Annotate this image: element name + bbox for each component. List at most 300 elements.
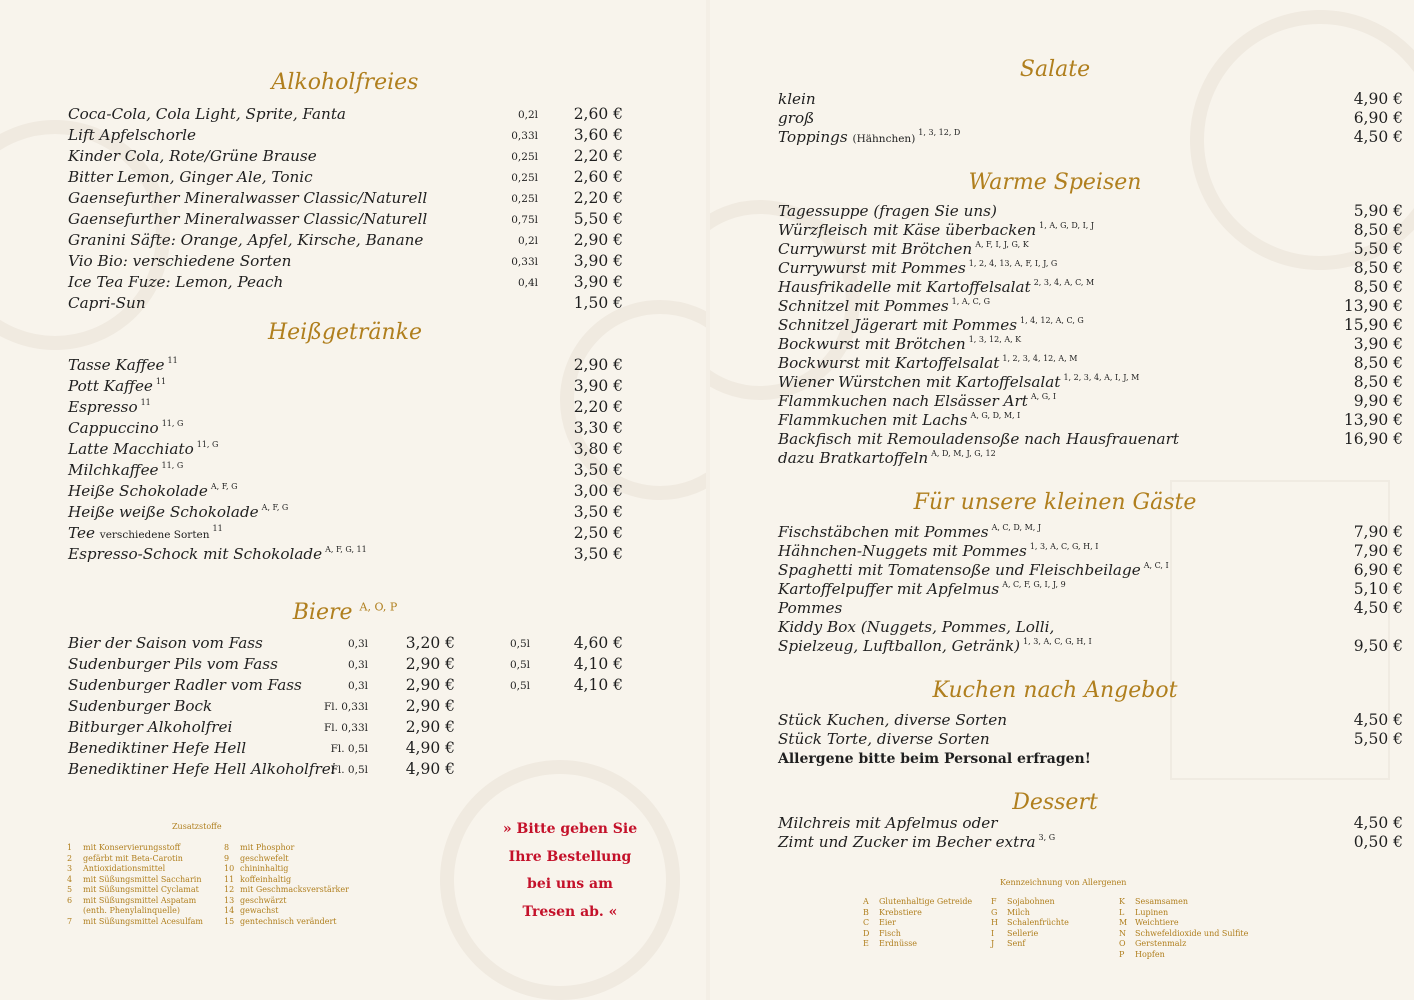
legend-key: 9	[224, 853, 230, 863]
legend-value: Lupinen	[1135, 907, 1169, 917]
menu-item	[68, 482, 628, 503]
item-name	[778, 618, 1054, 636]
item-price: 2,90 €	[573, 231, 623, 249]
menu-item	[68, 252, 628, 273]
legend-entry	[1119, 918, 1248, 929]
legend-key: D	[863, 928, 870, 938]
item-name-text: Spielzeug, Luftballon, Getränk)	[778, 637, 1021, 655]
item-name-text: Latte Macchiato	[68, 440, 194, 458]
item-name-text: Flammkuchen nach Elsässer Art	[778, 392, 1028, 410]
menu-page-right	[710, 0, 1414, 1000]
item-name-text: Schnitzel mit Pommes	[778, 297, 949, 315]
item-price: 6,90 €	[1353, 561, 1403, 579]
item-price: 2,60 €	[573, 168, 623, 186]
item-name-text: dazu Bratkartoffeln	[778, 449, 929, 467]
menu-item	[778, 561, 1403, 582]
order-notice-line: » Bitte geben Sie	[502, 821, 638, 837]
legend-key: L	[1119, 907, 1125, 917]
item-volume-small: Fl. 0,5l	[330, 764, 368, 776]
menu-item	[68, 524, 628, 545]
section-title-alkoholfreies: Alkoholfreies	[271, 70, 419, 95]
menu-item	[778, 449, 1338, 470]
item-name-text: Wiener Würstchen mit Kartoffelsalat	[778, 373, 1061, 391]
legend-entry	[224, 917, 349, 928]
legend-key: A	[863, 897, 869, 906]
section-title-warme-speisen: Warme Speisen	[968, 170, 1142, 195]
legend-value: Erdnüsse	[879, 939, 918, 948]
legend-key: 4	[67, 874, 73, 884]
menu-page-left	[0, 0, 706, 1000]
item-name-text: Coca-Cola, Cola Light, Sprite, Fanta	[68, 105, 346, 123]
legend-entry	[67, 854, 203, 865]
legend-value: Glutenhaltige Getreide	[879, 897, 973, 906]
item-volume: 0,25l	[511, 193, 538, 205]
order-notice	[470, 816, 670, 926]
legend-value: chininhaltig	[240, 864, 289, 873]
allergen-codes: 1, 3, A, C, G, H, I	[1023, 637, 1092, 646]
item-price: 8,50 €	[1353, 278, 1403, 296]
item-name-text: Gaensefurther Mineralwasser Classic/Naturell	[68, 210, 428, 228]
legend-value: Milch	[1007, 907, 1030, 917]
item-name-text: Backfisch mit Remouladensoße nach Hausfrauenart	[778, 430, 1179, 448]
legend-entry	[67, 917, 203, 928]
item-name	[778, 202, 997, 220]
item-name	[778, 240, 1029, 258]
item-name-text: Kinder Cola, Rote/Grüne Brause	[68, 147, 317, 165]
item-name	[778, 297, 990, 315]
item-price: 5,50 €	[1353, 730, 1403, 748]
item-volume: 0,25l	[511, 172, 538, 184]
item-price: 8,50 €	[1353, 221, 1403, 239]
item-name-text: Würzfleisch mit Käse überbacken	[778, 221, 1037, 239]
item-name-text: Zimt und Zucker im Becher extra	[778, 833, 1036, 851]
legend-value: gefärbt mit Beta-Carotin	[83, 853, 183, 863]
item-name	[68, 273, 283, 291]
item-name	[68, 294, 146, 312]
item-name	[68, 545, 367, 563]
section-title-kinder: Für unsere kleinen Gäste	[913, 490, 1197, 515]
menu-item	[68, 461, 628, 482]
menu-item	[68, 105, 628, 126]
legend-key: 10	[224, 864, 235, 873]
item-price: 2,90 €	[573, 356, 623, 374]
allergen-codes: A, F, G	[210, 482, 238, 491]
item-name-text: Hausfrikadelle mit Kartoffelsalat	[778, 278, 1031, 296]
item-price: 2,60 €	[573, 105, 623, 123]
menu-item	[68, 655, 628, 676]
menu-item	[778, 637, 1403, 658]
allergen-codes: 11	[155, 377, 167, 386]
item-volume-large: 0,5l	[509, 680, 530, 692]
item-name-text: groß	[778, 109, 815, 127]
item-name-text: Tagessuppe (fragen Sie uns)	[778, 202, 997, 220]
item-price: 3,50 €	[573, 545, 623, 563]
legend-key: 3	[67, 864, 73, 873]
menu-item	[68, 676, 628, 697]
legend-key: B	[863, 907, 869, 917]
item-name	[68, 398, 151, 416]
item-price-large: 4,60 €	[573, 634, 623, 652]
item-name-text: Cappuccino	[68, 419, 159, 437]
menu-item	[68, 273, 628, 294]
allergen-codes: 1, 3, 12, D	[918, 128, 961, 137]
item-name-text: Bockwurst mit Kartoffelsalat	[778, 354, 1000, 372]
item-price: 2,50 €	[573, 524, 623, 542]
menu-item	[68, 210, 628, 231]
allergen-codes: 2, 3, 4, A, C, M	[1033, 278, 1095, 287]
item-name-text: Currywurst mit Pommes	[778, 259, 966, 277]
item-price: 2,20 €	[573, 189, 623, 207]
menu-item	[778, 240, 1403, 261]
legend-entry	[991, 908, 1069, 919]
item-volume: 0,33l	[511, 256, 538, 268]
item-name	[68, 676, 302, 694]
item-price: 4,90 €	[1353, 90, 1403, 108]
item-price: 2,20 €	[573, 398, 623, 416]
allergen-codes: A, C, I	[1143, 561, 1169, 570]
item-name-text: Espresso-Schock mit Schokolade	[68, 545, 323, 563]
legend-entry	[863, 897, 972, 908]
item-price: 8,50 €	[1353, 354, 1403, 372]
item-price: 7,90 €	[1353, 523, 1403, 541]
allergen-codes: 1, 2, 3, 4, 12, A, M	[1002, 354, 1078, 363]
section-title-salate: Salate	[1019, 57, 1091, 82]
item-name	[68, 482, 238, 500]
allergen-codes: 1, 3, 12, A, K	[968, 335, 1022, 344]
item-volume: 0,25l	[511, 151, 538, 163]
item-name	[778, 580, 1066, 598]
item-volume-small: 0,3l	[347, 680, 368, 692]
item-volume-small: Fl. 0,33l	[323, 701, 368, 713]
legend-entry	[67, 906, 203, 917]
zusatzstoffe-list-2	[224, 843, 349, 927]
zusatzstoffe-title: Zusatzstoffe	[172, 822, 222, 831]
item-name	[68, 189, 427, 207]
menu-item	[778, 221, 1403, 242]
item-name	[778, 711, 1007, 729]
item-name	[778, 523, 1041, 541]
menu-item	[778, 259, 1403, 280]
legend-entry	[67, 885, 203, 896]
menu-item	[68, 697, 628, 718]
legend-entry	[1119, 939, 1248, 950]
menu-item	[68, 126, 628, 147]
menu-item	[68, 168, 628, 189]
section-title-biere	[180, 600, 510, 625]
item-price: 5,10 €	[1353, 580, 1403, 598]
legend-value: Fisch	[879, 928, 901, 938]
item-volume: 0,2l	[517, 235, 538, 247]
item-price: 3,50 €	[573, 503, 623, 521]
legend-entry	[224, 843, 349, 854]
item-price: 4,50 €	[1353, 711, 1403, 729]
legend-value: Sellerie	[1007, 928, 1039, 938]
item-name-text: Sudenburger Radler vom Fass	[68, 676, 302, 694]
menu-item	[778, 354, 1403, 375]
item-name	[778, 128, 960, 146]
item-name	[778, 542, 1098, 560]
item-price: 3,00 €	[573, 482, 623, 500]
section-title-kuchen: Kuchen nach Angebot	[932, 678, 1178, 703]
section-title-dessert: Dessert	[1012, 790, 1098, 815]
item-price: 4,50 €	[1353, 814, 1403, 832]
item-name	[68, 252, 291, 270]
menu-item	[68, 545, 628, 566]
order-notice-line: Tresen ab. «	[522, 903, 618, 920]
item-price: 3,60 €	[573, 126, 623, 144]
legend-entry	[991, 918, 1069, 929]
legend-key: 7	[67, 916, 73, 926]
item-name	[68, 105, 346, 123]
item-name	[68, 524, 223, 542]
item-name	[778, 373, 1139, 391]
legend-entry	[991, 897, 1069, 908]
item-price: 3,90 €	[1353, 335, 1403, 353]
allergen-codes: 11, G	[196, 440, 219, 449]
menu-item	[68, 718, 628, 739]
item-price: 0,50 €	[1353, 833, 1403, 851]
item-name	[778, 411, 1020, 429]
menu-item	[68, 440, 628, 461]
allergen-codes: 1, 2, 3, 4, A, I, J, M	[1063, 373, 1140, 382]
legend-entry	[1119, 897, 1248, 908]
item-name	[778, 335, 1021, 353]
menu-item	[778, 730, 1403, 751]
legend-key: N	[1119, 928, 1126, 938]
legend-key: 11	[224, 874, 235, 884]
item-price: 4,50 €	[1353, 128, 1403, 146]
legend-key: 5	[67, 885, 73, 894]
item-name-text: Milchreis mit Apfelmus oder	[778, 814, 998, 832]
legend-entry	[224, 854, 349, 865]
legend-value: Antioxidationsmittel	[83, 864, 166, 873]
biere-title-text: Biere	[292, 600, 353, 625]
legend-entry	[863, 939, 972, 950]
menu-item	[68, 147, 628, 168]
item-name-text: Fischstäbchen mit Pommes	[778, 523, 989, 541]
item-name-text: Tasse Kaffee	[68, 356, 165, 374]
item-name-text: Espresso	[68, 398, 138, 416]
item-volume-large: 0,5l	[509, 638, 530, 650]
legend-value: koffeinhaltig	[240, 874, 292, 884]
legend-value: gentechnisch verändert	[240, 916, 337, 926]
item-name-text: Pott Kaffee	[68, 377, 153, 395]
item-name	[68, 419, 183, 437]
item-name-text: Bitburger Alkoholfrei	[68, 718, 233, 736]
legend-value: Senf	[1007, 939, 1026, 948]
item-name	[778, 221, 1094, 239]
item-price: 5,50 €	[1353, 240, 1403, 258]
legend-value: geschwefelt	[240, 853, 289, 863]
menu-item	[778, 128, 1403, 149]
item-name	[778, 814, 998, 832]
menu-item	[68, 231, 628, 252]
legend-entry	[67, 864, 203, 875]
item-name	[778, 354, 1077, 372]
item-name	[68, 760, 336, 778]
item-price: 5,90 €	[1353, 202, 1403, 220]
allergene-title: Kennzeichnung von Allergenen	[1000, 878, 1127, 887]
item-price: 3,80 €	[573, 440, 623, 458]
item-volume: 0,4l	[517, 277, 538, 289]
legend-value: Weichtiere	[1135, 918, 1179, 927]
item-name-text: Benediktiner Hefe Hell Alkoholfrei	[68, 760, 336, 778]
legend-value: mit Süßungsmittel Saccharin	[83, 874, 202, 884]
item-price: 3,90 €	[573, 377, 623, 395]
item-name-text: Spaghetti mit Tomatensoße und Fleischbeilage	[778, 561, 1141, 579]
legend-key: G	[991, 907, 998, 917]
menu-item	[778, 523, 1403, 544]
legend-key: C	[863, 918, 870, 927]
legend-entry	[863, 908, 972, 919]
allergen-codes: A, F, G	[261, 503, 289, 512]
item-name-text: Ice Tea Fuze: Lemon, Peach	[68, 273, 284, 291]
item-name-text: Vio Bio: verschiedene Sorten	[68, 252, 292, 270]
allergene-list-2	[991, 897, 1069, 950]
item-price: 8,50 €	[1353, 259, 1403, 277]
legend-entry	[991, 939, 1069, 950]
item-name	[778, 449, 996, 467]
item-price-small: 2,90 €	[405, 718, 455, 736]
item-price-small: 4,90 €	[405, 739, 455, 757]
legend-value: Schwefeldioxide und Sulfite	[1135, 928, 1249, 938]
legend-entry	[224, 896, 349, 907]
menu-item	[778, 618, 1338, 639]
item-name	[778, 109, 814, 127]
allergen-codes: A, C, F, G, I, J, 9	[1002, 580, 1066, 589]
menu-item	[778, 392, 1403, 413]
legend-key: F	[991, 897, 997, 906]
menu-item	[778, 580, 1403, 601]
item-name	[68, 231, 423, 249]
allergen-codes: A, G, I	[1030, 392, 1057, 401]
legend-value: mit Süßungsmittel Aspatam	[83, 895, 197, 905]
item-price: 7,90 €	[1353, 542, 1403, 560]
item-name-text: Bitter Lemon, Ginger Ale, Tonic	[68, 168, 313, 186]
item-name	[778, 730, 990, 748]
item-name	[68, 356, 178, 374]
item-name	[68, 503, 288, 521]
legend-value: Sojabohnen	[1007, 897, 1055, 906]
section-title-heissgetraenke: Heißgetränke	[267, 320, 423, 345]
item-name-text: Heiße Schokolade	[68, 482, 208, 500]
item-name-text: Stück Torte, diverse Sorten	[778, 730, 990, 748]
legend-entry	[1119, 950, 1248, 961]
item-name	[68, 697, 212, 715]
menu-item	[68, 356, 628, 377]
item-price: 8,50 €	[1353, 373, 1403, 391]
legend-key: E	[863, 939, 869, 948]
zusatzstoffe-list-1	[67, 843, 203, 927]
legend-entry	[224, 885, 349, 896]
item-price-small: 4,90 €	[405, 760, 455, 778]
menu-item	[778, 297, 1403, 318]
item-note: (Hähnchen)	[852, 133, 916, 145]
item-name-text: Sudenburger Pils vom Fass	[68, 655, 278, 673]
item-name	[68, 461, 183, 479]
allergen-codes: 1, 3, A, C, G, H, I	[1029, 542, 1099, 551]
menu-item	[778, 430, 1403, 451]
allergen-codes: A, F, I, J, G, K	[975, 240, 1029, 249]
item-name	[68, 147, 317, 165]
legend-key: 13	[224, 895, 235, 905]
item-price: 3,90 €	[573, 252, 623, 270]
item-note: verschiedene Sorten	[99, 529, 210, 541]
item-name	[68, 377, 166, 395]
legend-entry	[1119, 929, 1248, 940]
item-price: 5,50 €	[573, 210, 623, 228]
item-price: 13,90 €	[1343, 411, 1403, 429]
legend-key: K	[1119, 897, 1125, 906]
allergen-codes: 11, G	[161, 419, 184, 428]
menu-item	[778, 109, 1403, 130]
menu-item	[778, 90, 1403, 111]
item-name-text: Bockwurst mit Brötchen	[778, 335, 966, 353]
menu-item	[778, 814, 1403, 835]
legend-value: mit Süßungsmittel Cyclamat	[83, 885, 199, 894]
legend-key: 12	[224, 885, 235, 894]
legend-entry	[863, 918, 972, 929]
item-name	[778, 90, 816, 108]
item-name-text: klein	[778, 90, 816, 108]
menu-item	[778, 411, 1403, 432]
item-name	[778, 259, 1057, 277]
legend-value: geschwärzt	[240, 895, 287, 905]
menu-item	[778, 335, 1403, 356]
menu-item	[68, 739, 628, 760]
allergen-codes: 11	[140, 398, 151, 407]
item-name-text: Benediktiner Hefe Hell	[68, 739, 247, 757]
allergen-codes: 1, A, C, G	[951, 297, 990, 306]
allergen-codes: A, F, G, 11	[325, 545, 367, 554]
allergen-codes: 11	[167, 356, 178, 365]
item-name	[68, 440, 218, 458]
item-price: 2,20 €	[573, 147, 623, 165]
item-name	[778, 278, 1094, 296]
menu-item	[68, 294, 628, 315]
item-price: 15,90 €	[1343, 316, 1403, 334]
item-price: 1,50 €	[573, 294, 623, 312]
allergen-codes: A, D, M, J, G, 12	[931, 449, 996, 458]
legend-entry	[224, 875, 349, 886]
item-price-small: 2,90 €	[405, 676, 455, 694]
order-notice-line: bei uns am	[527, 876, 613, 892]
legend-key: J	[991, 939, 995, 948]
legend-key: 6	[67, 895, 73, 905]
item-price: 9,50 €	[1353, 637, 1403, 655]
legend-entry	[1119, 908, 1248, 919]
item-name-text: Sudenburger Bock	[68, 697, 213, 715]
legend-value: (enth. Phenylalinquelle)	[83, 906, 180, 915]
item-name-text: Pommes	[778, 599, 843, 617]
legend-value: Schalenfrüchte	[1007, 918, 1069, 927]
allergen-codes: 1, A, G, D, I, J	[1039, 221, 1095, 230]
item-name-text: Kiddy Box (Nuggets, Pommes, Lolli,	[778, 618, 1055, 636]
item-name	[778, 599, 842, 617]
item-volume: 0,2l	[517, 109, 538, 121]
legend-key: P	[1119, 949, 1125, 959]
item-price: 3,50 €	[573, 461, 623, 479]
item-price: 6,90 €	[1353, 109, 1403, 127]
menu-item	[68, 377, 628, 398]
item-volume-small: Fl. 0,33l	[323, 722, 368, 734]
allergen-codes: A, C, D, M, J	[991, 523, 1042, 532]
item-name-text: Hähnchen-Nuggets mit Pommes	[778, 542, 1027, 560]
item-price-small: 2,90 €	[405, 697, 455, 715]
item-name-text: Bier der Saison vom Fass	[68, 634, 263, 652]
item-name-text: Heiße weiße Schokolade	[68, 503, 259, 521]
legend-entry	[863, 929, 972, 940]
